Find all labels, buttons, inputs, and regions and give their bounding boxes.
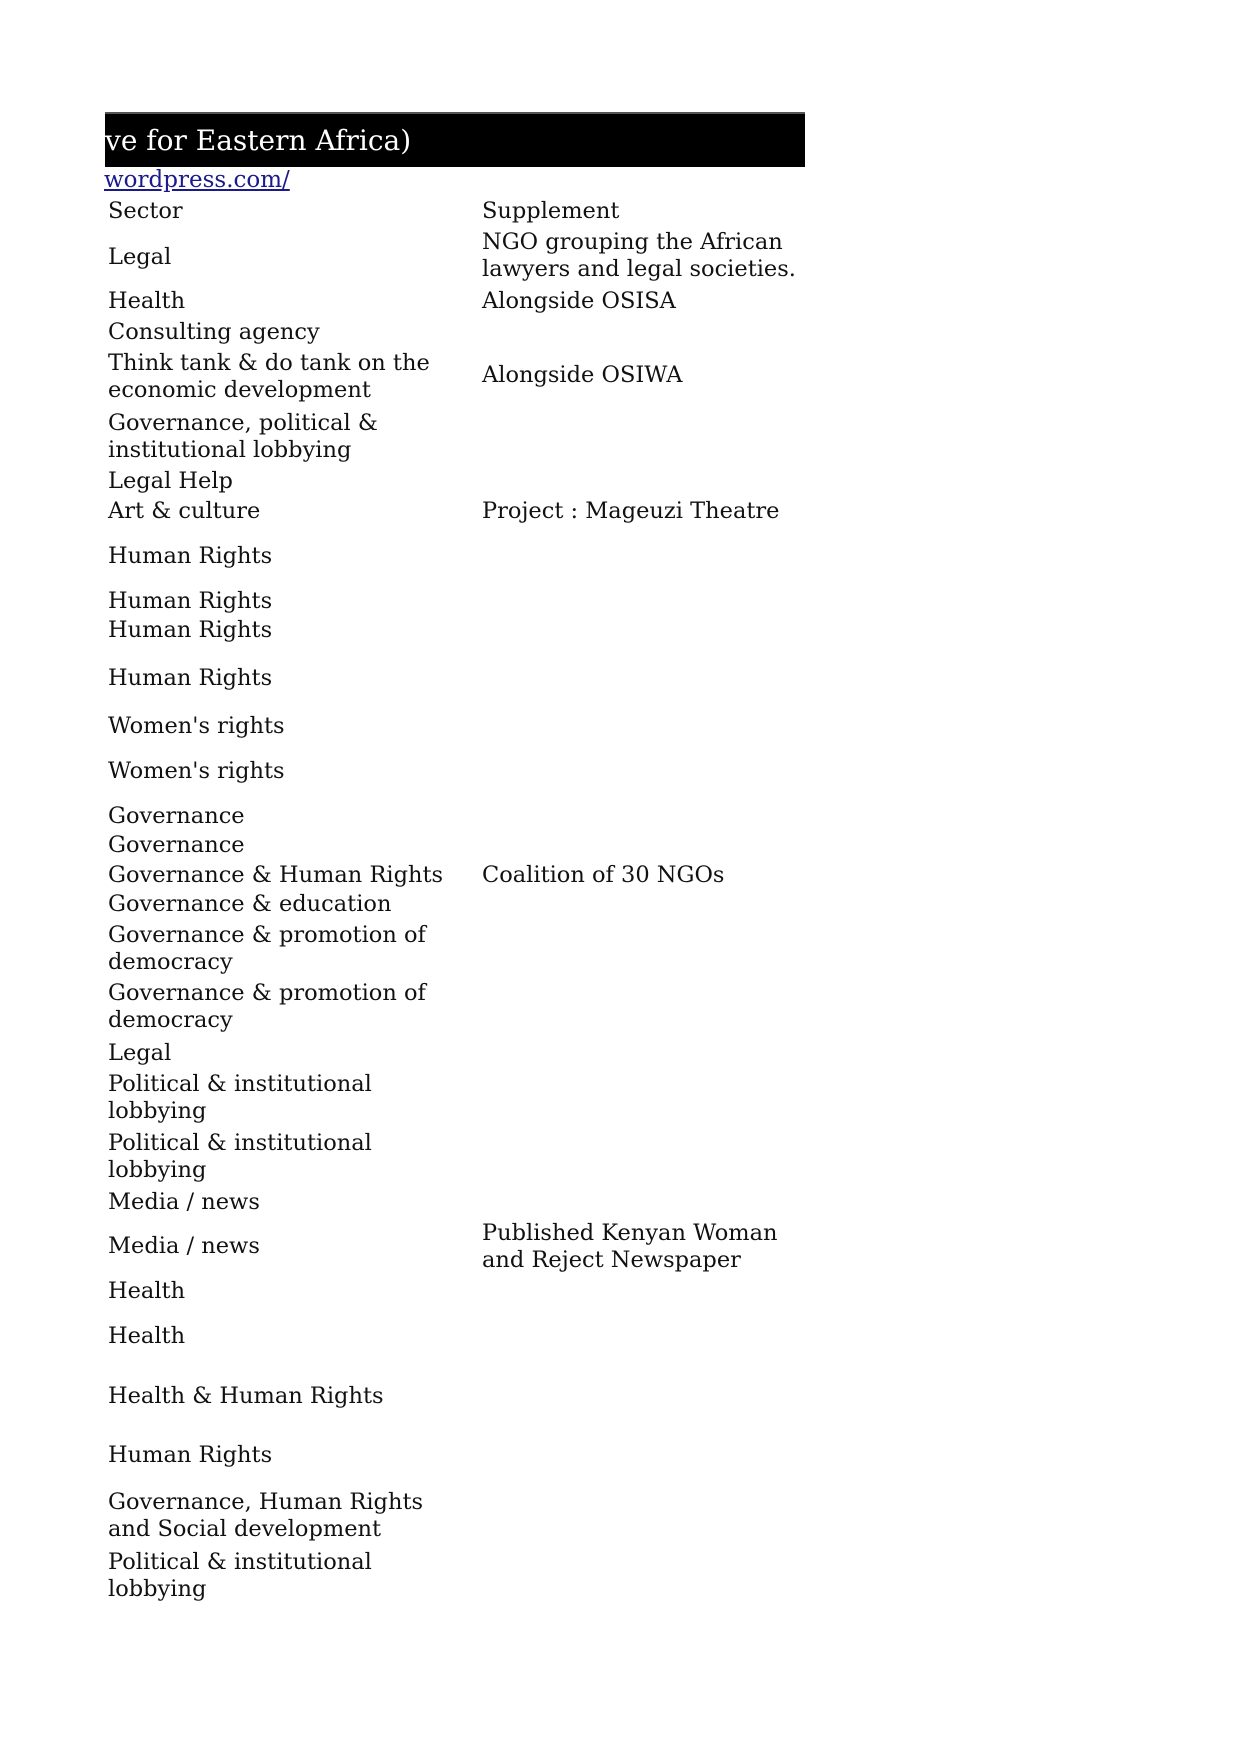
table-row-sector: Political & institutional lobbying	[108, 1071, 372, 1124]
table-row-sector: Human Rights	[108, 1442, 273, 1468]
table-row-supplement: Alongside OSISA	[482, 288, 676, 314]
table-row-sector: Governance & promotion of democracy	[108, 980, 426, 1033]
table-row-supplement: Coalition of 30 NGOs	[482, 862, 725, 888]
column-header-sector: Sector	[108, 198, 183, 224]
table-row-sector: Legal Help	[108, 468, 233, 494]
table-row-sector: Governance	[108, 832, 245, 858]
sheet-title-bar	[105, 112, 805, 167]
table-row-supplement: NGO grouping the African lawyers and legal societies.	[482, 229, 796, 282]
table-row-sector: Human Rights	[108, 588, 273, 614]
table-row-sector: Human Rights	[108, 617, 273, 643]
table-row-sector: Women's rights	[108, 758, 285, 784]
table-row-sector: Governance & promotion of democracy	[108, 922, 426, 975]
table-row-sector: Governance, Human Rights and Social development	[108, 1489, 424, 1542]
table-row-sector: Legal	[108, 244, 172, 270]
table-row-sector: Art & culture	[108, 498, 261, 524]
table-row-sector: Health & Human Rights	[108, 1383, 384, 1409]
table-row-sector: Governance & education	[108, 891, 392, 917]
table-row-sector: Political & institutional lobbying	[108, 1130, 372, 1183]
table-row-supplement: Published Kenyan Woman and Reject Newspaper	[482, 1220, 778, 1273]
table-row-sector: Women's rights	[108, 713, 285, 739]
table-row-sector: Governance & Human Rights	[108, 862, 444, 888]
table-row-sector: Health	[108, 1323, 186, 1349]
table-row-sector: Media / news	[108, 1189, 260, 1215]
website-link[interactable]: wordpress.com/	[104, 167, 290, 193]
table-row-sector: Governance	[108, 803, 245, 829]
table-row-sector: Human Rights	[108, 543, 273, 569]
table-row-sector: Media / news	[108, 1233, 260, 1259]
table-row-sector: Health	[108, 1278, 186, 1304]
sheet-title: ve for Eastern Africa)	[105, 124, 412, 157]
table-row-sector: Human Rights	[108, 665, 273, 691]
table-row-supplement: Alongside OSIWA	[482, 362, 683, 388]
table-row-sector: Political & institutional lobbying	[108, 1549, 372, 1602]
column-header-supplement: Supplement	[482, 198, 620, 224]
table-row-supplement: Project : Mageuzi Theatre	[482, 498, 780, 524]
table-row-sector: Health	[108, 288, 186, 314]
table-row-sector: Governance, political & institutional lobbying	[108, 410, 378, 463]
table-row-sector: Think tank & do tank on the economic development	[108, 350, 430, 403]
table-row-sector: Consulting agency	[108, 319, 320, 345]
table-row-sector: Legal	[108, 1040, 172, 1066]
